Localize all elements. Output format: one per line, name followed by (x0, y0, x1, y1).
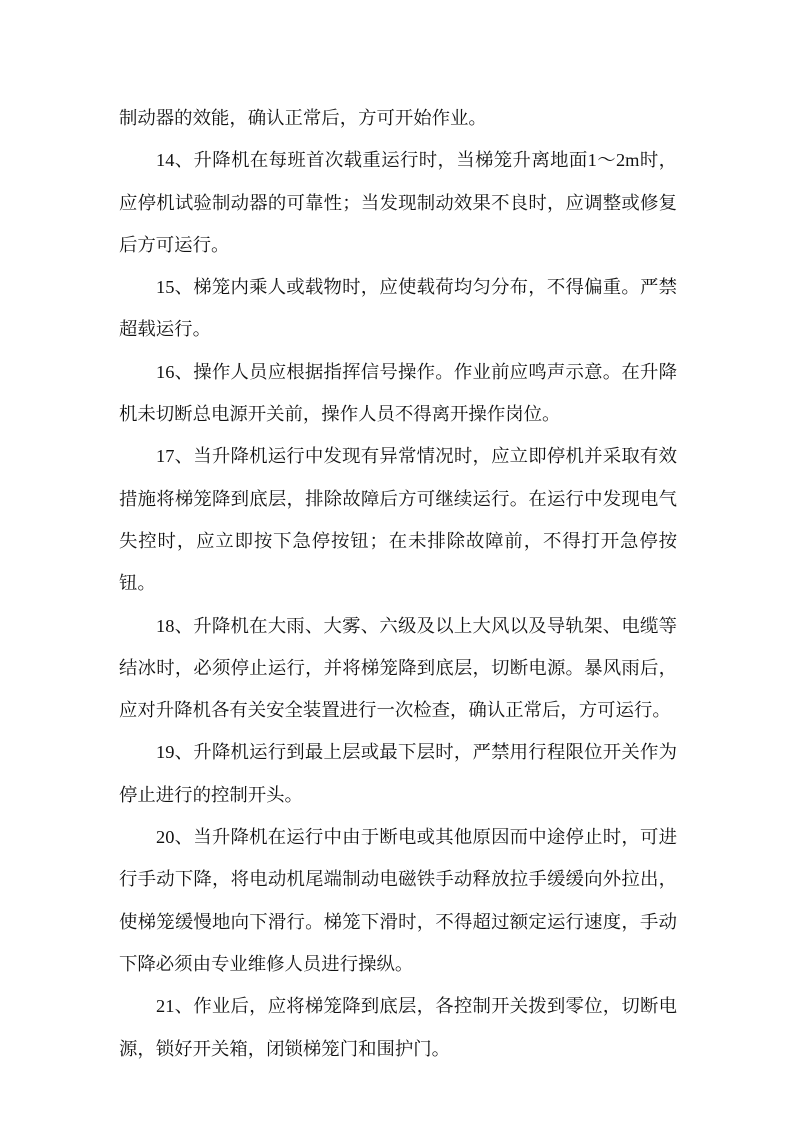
paragraph-item-17: 17、当升降机运行中发现有异常情况时，应立即停机并采取有效措施将梯笼降到底层，排除故障后方可继续运行。在运行中发现电气失控时，应立即按下急停按钮；在未排除故障前，不得打开急停按钮。 (119, 446, 677, 594)
paragraph-continuation: 制动器的效能，确认正常后，方可开始作业。 (119, 108, 487, 128)
paragraph-item-16: 16、操作人员应根据指挥信号操作。作业前应鸣声示意。在升降机未切断总电源开关前，操作人员不得离开操作岗位。 (119, 361, 677, 425)
paragraph-item-15: 15、梯笼内乘人或载物时，应使载荷均匀分布，不得偏重。严禁超载运行。 (119, 277, 677, 340)
paragraph-item-21: 21、作业后，应将梯笼降到底层，各控制开关拨到零位，切断电源，锁好开关箱，闭锁梯笼门和围护门。 (119, 996, 677, 1059)
document-page (119, 97, 677, 1070)
paragraph-item-20: 20、当升降机在运行中由于断电或其他原因而中途停止时，可进行手动下降，将电动机尾端制动电磁铁手动释放拉手缓缓向外拉出，使梯笼缓慢地向下滑行。梯笼下滑时，不得超过额定运行速度，手动下降必须由专业维修人员进行操纵。 (119, 827, 677, 974)
paragraph-item-14: 14、升降机在每班首次载重运行时，当梯笼升离地面1～2m时，应停机试验制动器的可靠性；当发现制动效果不良时，应调整或修复后方可运行。 (119, 150, 677, 255)
paragraph-item-18: 18、升降机在大雨、大雾、六级及以上大风以及导轨架、电缆等结冰时，必须停止运行，并将梯笼降到底层，切断电源。暴风雨后，应对升降机各有关安全装置进行一次检查，确认正常后，方可运行。 (119, 615, 677, 721)
paragraph-item-19: 19、升降机运行到最上层或最下层时，严禁用行程限位开关作为停止进行的控制开头。 (119, 742, 677, 805)
